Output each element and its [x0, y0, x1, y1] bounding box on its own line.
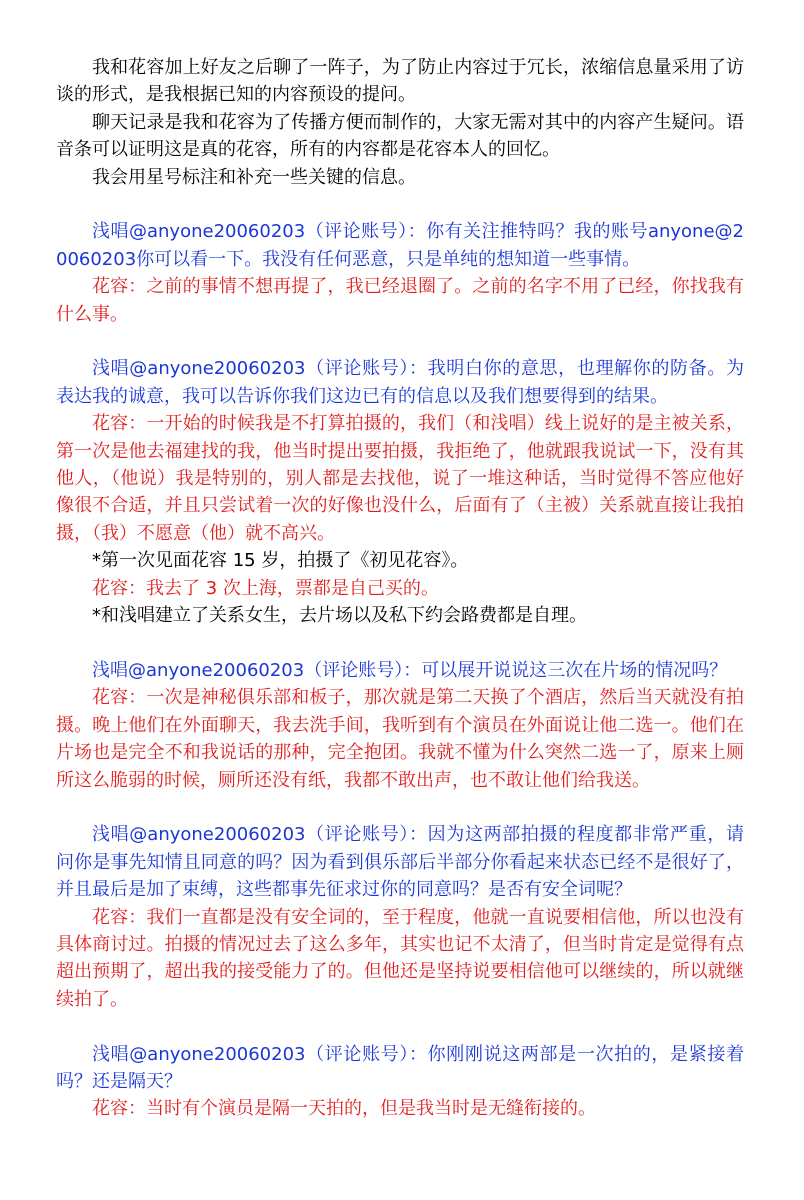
huarong-answer: 花容：我去了 3 次上海，票都是自己买的。 [92, 577, 439, 599]
intro-paragraph: 我和花容加上好友之后聊了一阵子，为了防止内容过于冗长，浓缩信息量采用了访谈的形式，是我根据已知的内容预设的提问。 [56, 57, 744, 106]
interviewer-question: 浅唱@anyone20060203（评论账号）：你有关注推特吗？我的账号anyone@20060203你可以看一下。我没有任何恶意，只是单纯的想知道一些事情。 [56, 221, 744, 270]
huarong-answer: 花容：一开始的时候我是不打算拍摄的，我们（和浅唱）线上说好的是主被关系，第一次是他去福建找的我，他当时提出要拍摄，我拒绝了，他就跟我说试一下，没有其他人，（他说）我是特别的，别人都是去找他，说了一堆这种话，当时觉得不答应他好像很不合适，并且只尝试着一次的好像也没什么，后面有了（主被）关系就直接让我拍摄，（我）不愿意（他）就不高兴。 [56, 413, 744, 544]
huarong-answer: 花容：一次是神秘俱乐部和板子，那次就是第二天换了个酒店，然后当天就没有拍摄。晚上他们在外面聊天，我去洗手间，我听到有个演员在外面说让他二选一。他们在片场也是完全不和我说话的那种，完全抱团。我就不懂为什么突然二选一了，原来上厕所这么脆弱的时候，厕所还没有纸，我都不敢出声，也不敢让他们给我送。 [56, 687, 744, 791]
interviewer-question: 浅唱@anyone20060203（评论账号）：因为这两部拍摄的程度都非常严重，请问你是事先知情且同意的吗？因为看到俱乐部后半部分你看起来状态已经不是很好了，并且最后是加了束缚，这些都事先征求过你的同意吗？是否有安全词呢？ [56, 824, 744, 901]
intro-paragraph: 聊天记录是我和花容为了传播方便而制作的，大家无需对其中的内容产生疑问。语音条可以证明这是真的花容，所有的内容都是花容本人的回忆。 [56, 111, 744, 161]
paragraph-gap [56, 328, 744, 355]
paragraph-gap [56, 191, 744, 218]
paragraph-gap [56, 1013, 744, 1040]
huarong-answer: 花容：之前的事情不想再提了，我已经退圈了。之前的名字不用了已经，你找我有什么事。 [56, 276, 744, 325]
huarong-answer: 花容：当时有个演员是隔一天拍的，但是我当时是无缝衔接的。 [92, 1098, 596, 1120]
document-page [56, 54, 744, 1123]
intro-paragraph: 我会用星号标注和补充一些关键的信息。 [92, 166, 416, 188]
paragraph-gap [56, 794, 744, 821]
interviewer-question: 浅唱@anyone20060203（评论账号）：可以展开说说这三次在片场的情况吗？ [92, 659, 728, 681]
huarong-answer: 花容：我们一直都是没有安全词的，至于程度，他就一直说要相信他，所以也没有具体商讨过。拍摄的情况过去了这么多年，其实也记不太清了，但当时肯定是觉得有点超出预期了，超出我的接受能力了的。但他还是坚持说要相信他可以继续的，所以就继续拍了。 [56, 906, 744, 1010]
interviewer-question: 浅唱@anyone20060203（评论账号）：你刚刚说这两部是一次拍的，是紧接着吗？还是隔天？ [56, 1043, 744, 1092]
annotation-note: *和浅唱建立了关系女生，去片场以及私下约会路费都是自理。 [92, 605, 587, 627]
interviewer-question: 浅唱@anyone20060203（评论账号）：我明白你的意思，也理解你的防备。为表达我的诚意，我可以告诉你我们这边已有的信息以及我们想要得到的结果。 [56, 358, 744, 407]
annotation-note: *第一次见面花容 15 岁，拍摄了《初见花容》。 [92, 550, 469, 572]
paragraph-gap [56, 630, 744, 657]
